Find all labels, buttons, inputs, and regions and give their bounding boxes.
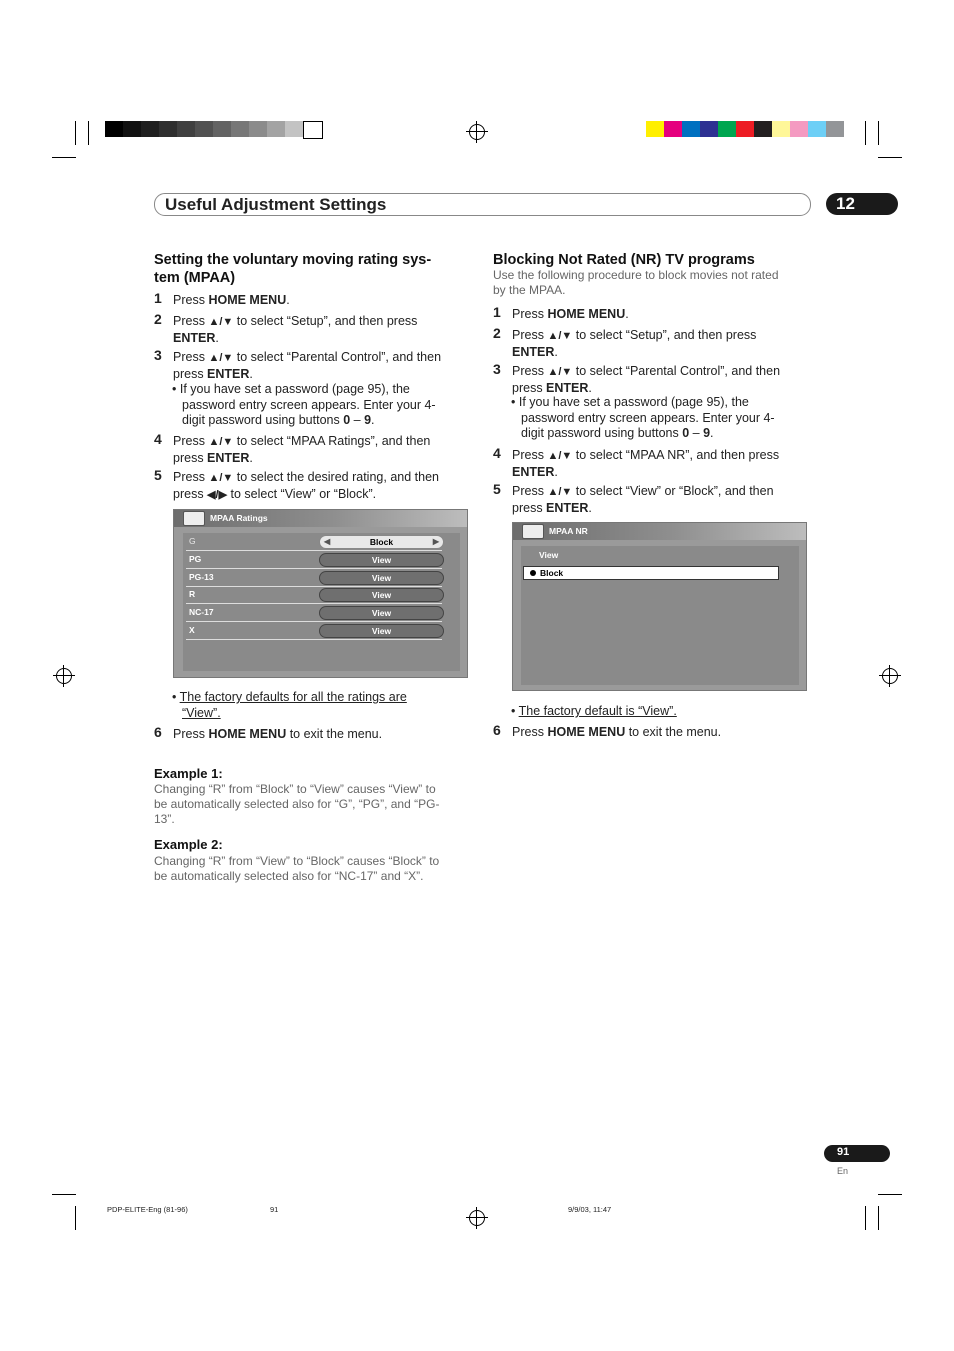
text-run: digit password using buttons: [182, 413, 344, 427]
note-line: password entry screen appears. Enter your 4-: [521, 410, 775, 425]
rating-label: G: [189, 536, 196, 546]
button-name: ENTER: [546, 381, 589, 395]
rating-row[interactable]: [186, 533, 442, 551]
crop-mark: [878, 157, 902, 158]
text-run: .: [249, 451, 253, 465]
text-run: to exit the menu.: [286, 727, 383, 741]
arrow-buttons-icon: ▲/▼: [547, 330, 573, 342]
crop-mark: [88, 121, 89, 145]
rating-row[interactable]: [186, 551, 442, 569]
color-swatch: [123, 121, 141, 137]
rating-value-selector[interactable]: [319, 606, 444, 620]
rating-row[interactable]: [186, 569, 442, 587]
rating-label: X: [189, 625, 195, 635]
line: [173, 450, 430, 466]
step-text: [512, 447, 779, 480]
option-label: Block: [540, 568, 564, 578]
text-run: .: [215, 331, 219, 345]
color-swatch: [105, 121, 123, 137]
color-swatch: [808, 121, 826, 137]
text-run: .: [625, 307, 629, 321]
crop-mark: [865, 121, 866, 145]
note-text: The factory defaults for all the ratings are: [179, 690, 407, 704]
right-heading: Blocking Not Rated (NR) TV programs: [493, 252, 755, 268]
step-number: 6: [493, 722, 501, 738]
left-arrow-icon[interactable]: ◀: [324, 537, 331, 546]
text-run: to select “Setup”, and then press: [572, 328, 757, 342]
step-number: 4: [154, 431, 162, 447]
color-swatch: [664, 121, 682, 137]
text-run: Press: [173, 470, 209, 484]
line: [512, 464, 779, 480]
step-number: 2: [154, 311, 162, 327]
mpaa-nr-screen: [512, 522, 807, 691]
arrow-buttons-icon: ▲/▼: [208, 436, 234, 448]
step-number: 1: [154, 290, 162, 306]
line: [173, 366, 441, 382]
screen-title: MPAA NR: [549, 526, 588, 536]
monitor-icon: [183, 511, 205, 526]
example-title: Example 1:: [154, 766, 223, 781]
text-run: to select “Setup”, and then press: [233, 314, 418, 328]
rating-value: View: [371, 608, 392, 619]
selected-dot-icon: [530, 570, 536, 576]
arrow-buttons-icon: ▲/▼: [208, 472, 234, 484]
step-text: [512, 483, 774, 516]
step-number: 3: [493, 361, 501, 377]
rating-row[interactable]: [186, 586, 442, 604]
text-run: .: [286, 293, 290, 307]
text-run: to select “View” or “Block”, and then: [572, 484, 774, 498]
crop-mark: [878, 1206, 879, 1230]
rating-label: PG: [189, 553, 202, 564]
rating-row[interactable]: [186, 604, 442, 622]
step-text: [512, 327, 756, 360]
screen-header: [513, 523, 806, 540]
button-name: ENTER: [207, 367, 250, 381]
color-swatch: [231, 121, 249, 137]
note-line: password entry screen appears. Enter your 4-: [182, 397, 436, 412]
text-run: digit password using buttons: [521, 426, 683, 440]
note-line: [511, 426, 811, 442]
color-swatch: [159, 121, 177, 137]
color-swatch: [646, 121, 664, 137]
text-run: .: [554, 465, 558, 479]
line: [173, 469, 439, 486]
text-run: to select “Parental Control”, and then: [572, 364, 781, 378]
line: [173, 349, 441, 366]
button-name: HOME MENU: [547, 307, 626, 321]
arrow-buttons-icon: ▲/▼: [547, 366, 573, 378]
step-text: [173, 292, 290, 308]
line: [512, 380, 780, 396]
button-name: ENTER: [207, 451, 250, 465]
line: [512, 363, 780, 380]
crop-mark: [75, 1206, 76, 1230]
rating-label: PG-13: [189, 571, 214, 582]
color-swatch: [141, 121, 159, 137]
color-swatch: [736, 121, 754, 137]
arrow-buttons-icon: ◀/▶: [207, 489, 228, 501]
registration-mark-icon: [882, 668, 898, 684]
text-run: to select the desired rating, and then: [233, 470, 439, 484]
line: [512, 483, 774, 500]
color-swatch: [267, 121, 285, 137]
registration-mark-icon: [56, 668, 72, 684]
note-line: • If you have set a password (page 95), the: [511, 395, 749, 409]
color-swatch: [682, 121, 700, 137]
factory-default-note: [172, 690, 472, 721]
text-run: press: [173, 487, 208, 501]
text-run: –: [350, 413, 365, 427]
text-run: press: [512, 501, 547, 515]
step-number: 5: [154, 467, 162, 483]
text-run: –: [689, 426, 704, 440]
arrow-buttons-icon: ▲/▼: [547, 450, 573, 462]
step-number: 3: [154, 347, 162, 363]
color-swatch: [790, 121, 808, 137]
color-swatch: [285, 121, 303, 137]
footer-date: 9/9/03, 11:47: [568, 1205, 612, 1214]
bullet: •: [511, 704, 519, 718]
text-run: Press: [173, 727, 209, 741]
line: [173, 313, 417, 330]
text-run: Press: [512, 328, 548, 342]
example-text: Changing “R” from “View” to “Block” causes “Block” to be automatically selected also for “NC-17” and “X”.: [154, 854, 440, 883]
right-intro: Use the following procedure to block movies not rated by the MPAA.: [493, 268, 779, 297]
monitor-icon: [522, 524, 544, 539]
note-text: “View”.: [182, 705, 221, 720]
crop-mark: [75, 121, 76, 145]
step-text: [173, 726, 382, 742]
crop-mark: [52, 1194, 76, 1195]
button-name: ENTER: [512, 465, 555, 479]
rating-value: View: [371, 626, 392, 636]
step-text: [512, 363, 780, 396]
rating-label: R: [189, 589, 196, 600]
text-run: Press: [173, 293, 209, 307]
page-language: En: [837, 1166, 849, 1176]
text-run: Press: [512, 364, 548, 378]
note-text: The factory default is “View”.: [518, 704, 677, 718]
step-number: 2: [493, 325, 501, 341]
text-run: press: [512, 381, 547, 395]
section-title: Useful Adjustment Settings: [165, 195, 387, 214]
screen-body: [521, 546, 799, 685]
button-name: ENTER: [546, 501, 589, 515]
color-swatch: [772, 121, 790, 137]
rating-value-selector[interactable]: [319, 535, 444, 549]
button-name: HOME MENU: [547, 725, 626, 739]
text-run: .: [371, 413, 375, 427]
color-swatch: [177, 121, 195, 137]
color-swatch: [195, 121, 213, 137]
line: [173, 433, 430, 450]
color-swatch: [213, 121, 231, 137]
rating-value: View: [371, 554, 392, 565]
note-line: [172, 706, 472, 722]
button-name: HOME MENU: [208, 727, 287, 741]
text-run: Press: [173, 314, 209, 328]
line: [512, 344, 756, 360]
color-swatch: [826, 121, 844, 137]
text-run: .: [588, 501, 592, 515]
left-heading: Setting the voluntary moving rating sys- tem (MPAA): [154, 252, 432, 286]
button-name: ENTER: [173, 331, 216, 345]
button-name: 9: [364, 413, 372, 427]
line: [512, 447, 779, 464]
note-line: • If you have set a password (page 95), the: [172, 382, 410, 396]
button-name: ENTER: [512, 345, 555, 359]
text-run: press: [173, 367, 208, 381]
line: [512, 327, 756, 344]
line: [173, 486, 439, 503]
text-run: .: [554, 345, 558, 359]
registration-mark-icon: [469, 1210, 485, 1226]
button-name: 0: [343, 413, 351, 427]
rating-row[interactable]: [186, 622, 442, 640]
registration-mark-icon: [469, 124, 485, 140]
text-run: to select “MPAA NR”, and then press: [572, 448, 780, 462]
section-title-bar: [154, 193, 811, 216]
page-number: 91: [837, 1146, 850, 1158]
example-text: Changing “R” from “Block” to “View” causes “View” to be automatically selected also for “G”, “PG”, and “PG- 13”.: [154, 782, 440, 826]
color-swatch: [754, 121, 772, 137]
right-arrow-icon[interactable]: ▶: [432, 537, 439, 546]
step-text: [173, 433, 430, 466]
nr-option[interactable]: [523, 549, 777, 561]
password-note: [511, 395, 811, 442]
step-number: 5: [493, 481, 501, 497]
chapter-badge: 12: [826, 193, 898, 215]
text-run: Press: [512, 448, 548, 462]
rating-value: View: [371, 590, 392, 601]
color-swatch: [249, 121, 267, 137]
note-line: [172, 413, 472, 429]
option-label: View: [539, 550, 559, 560]
text-run: to exit the menu.: [625, 725, 722, 739]
color-swatch: [700, 121, 718, 137]
color-swatch: [718, 121, 736, 137]
text-run: Press: [512, 725, 548, 739]
screen-body: [183, 533, 460, 671]
step-text: [173, 469, 439, 503]
arrow-buttons-icon: ▲/▼: [208, 352, 234, 364]
arrow-buttons-icon: ▲/▼: [547, 486, 573, 498]
button-name: 9: [703, 426, 711, 440]
text-run: to select “Parental Control”, and then: [233, 350, 442, 364]
text-run: Press: [512, 484, 548, 498]
button-name: 0: [682, 426, 690, 440]
screen-header: [174, 510, 467, 527]
crop-mark: [52, 157, 76, 158]
factory-default-note: [511, 704, 811, 720]
step-text: [512, 306, 629, 322]
rating-value: View: [371, 572, 392, 583]
text-run: press: [173, 451, 208, 465]
footer-page: 91: [270, 1205, 279, 1214]
text-run: Press: [173, 350, 209, 364]
line: [512, 500, 774, 516]
example-title: Example 2:: [154, 837, 223, 852]
rating-value-selector[interactable]: [319, 624, 444, 638]
rating-value-selector[interactable]: [319, 571, 444, 585]
crop-mark: [865, 1206, 866, 1230]
page-number-badge: [824, 1145, 890, 1162]
password-note: [172, 382, 472, 429]
mpaa-ratings-screen: [173, 509, 468, 678]
crop-mark: [878, 1194, 902, 1195]
screen-title: MPAA Ratings: [210, 513, 268, 523]
text-run: .: [710, 426, 714, 440]
text-run: to select “MPAA Ratings”, and then: [233, 434, 431, 448]
rating-value: Block: [369, 537, 394, 547]
rating-value-selector[interactable]: [319, 553, 444, 567]
step-number: 6: [154, 724, 162, 740]
text-run: Press: [173, 434, 209, 448]
arrow-buttons-icon: ▲/▼: [208, 316, 234, 328]
step-text: [173, 349, 441, 382]
step-text: [512, 724, 721, 740]
text-run: Press: [512, 307, 548, 321]
line: [173, 330, 417, 346]
footer-file: PDP-ELITE-Eng (81-96): [107, 1205, 188, 1214]
crop-mark: [878, 121, 879, 145]
rating-value-selector[interactable]: [319, 588, 444, 602]
color-swatch: [303, 121, 323, 139]
text-run: .: [249, 367, 253, 381]
text-run: .: [588, 381, 592, 395]
step-number: 4: [493, 445, 501, 461]
step-number: 1: [493, 304, 501, 320]
text-run: to select “View” or “Block”.: [227, 487, 377, 501]
rating-label: NC-17: [189, 607, 214, 618]
bullet: •: [172, 690, 180, 704]
step-text: [173, 313, 417, 346]
nr-option[interactable]: [523, 566, 779, 580]
button-name: HOME MENU: [208, 293, 287, 307]
